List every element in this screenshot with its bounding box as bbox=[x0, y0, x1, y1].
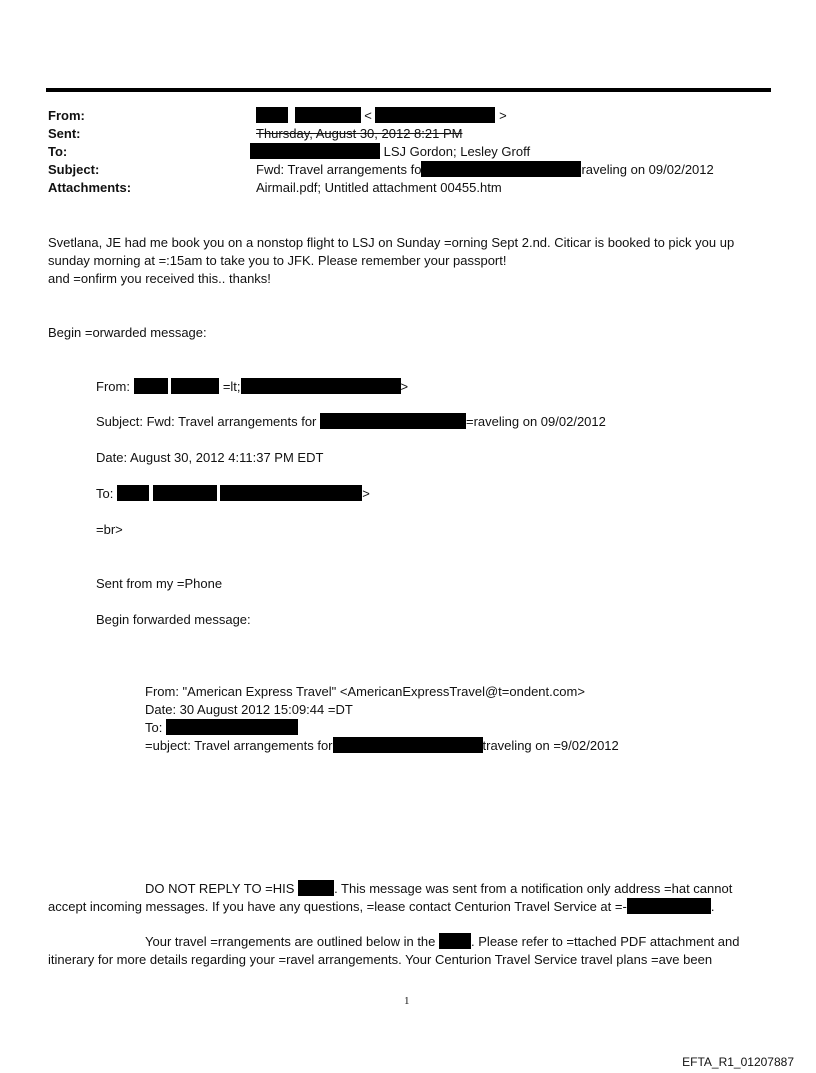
redaction-block bbox=[153, 485, 217, 501]
travel-line-2: itinerary for more details regarding your =ravel arrangements. Your Centurion Travel Service travel plans =ave been bbox=[48, 952, 713, 967]
notice-line-2 bbox=[48, 898, 714, 916]
redaction-block bbox=[256, 107, 288, 123]
sent-value: Thursday, August 30, 2012 8:21 PM bbox=[256, 126, 463, 141]
fwd1-begin-forwarded: Begin forwarded message: bbox=[96, 612, 251, 627]
to-names: LSJ Gordon; Lesley Groff bbox=[383, 144, 531, 159]
redaction-block bbox=[439, 933, 471, 949]
notice-line-1 bbox=[145, 880, 732, 898]
fwd2-to-label: To: bbox=[145, 720, 163, 735]
redaction-block bbox=[320, 413, 466, 429]
redaction-block bbox=[295, 107, 361, 123]
subject-label: Subject: bbox=[48, 162, 100, 177]
notice-line1-pre: DO NOT REPLY TO =HIS bbox=[145, 881, 295, 896]
fwd1-to-end: > bbox=[362, 486, 370, 501]
redaction-block bbox=[333, 737, 483, 753]
fwd1-from bbox=[96, 378, 408, 396]
from-value bbox=[256, 107, 507, 125]
fwd1-from-label: From: bbox=[96, 379, 130, 394]
intro-line-1: Svetlana, JE had me book you on a nonstop flight to LSJ on Sunday =orning Sept 2.nd. Citicar is booked to pick you up bbox=[48, 235, 735, 250]
attachments-label: Attachments: bbox=[48, 180, 132, 195]
fwd2-subject-post: traveling on =9/02/2012 bbox=[482, 738, 619, 753]
from-label: From: bbox=[48, 108, 85, 123]
sent-label: Sent: bbox=[48, 126, 81, 141]
redaction-block bbox=[375, 107, 495, 123]
intro-line-3: and =onfirm you received this.. thanks! bbox=[48, 271, 271, 286]
fwd1-to-label: To: bbox=[96, 486, 114, 501]
redaction-block bbox=[171, 378, 219, 394]
fwd1-to bbox=[96, 485, 370, 503]
redaction-block bbox=[250, 143, 380, 159]
fwd2-from: From: "American Express Travel" <AmericanExpressTravel@t=ondent.com> bbox=[145, 684, 585, 699]
redaction-block bbox=[298, 880, 334, 896]
redaction-block bbox=[241, 378, 401, 394]
fwd1-subject-post: =raveling on 09/02/2012 bbox=[466, 414, 606, 429]
fwd1-subject-pre: Subject: Fwd: Travel arrangements for bbox=[96, 414, 317, 429]
travel-line1-pre: Your travel =rrangements are outlined below in the bbox=[145, 934, 436, 949]
attachments-value: Airmail.pdf; Untitled attachment 00455.htm bbox=[256, 180, 502, 195]
begin-forwarded-1: Begin =orwarded message: bbox=[48, 325, 207, 340]
fwd2-subject bbox=[145, 737, 619, 755]
redaction-block bbox=[166, 719, 298, 735]
fwd1-from-end: > bbox=[400, 379, 409, 394]
redaction-block bbox=[421, 161, 581, 177]
notice-line2-post: . bbox=[710, 899, 715, 914]
fwd2-to bbox=[145, 719, 298, 737]
from-lt: < bbox=[364, 108, 372, 123]
fwd1-subject bbox=[96, 413, 606, 431]
fwd1-sent-from: Sent from my =Phone bbox=[96, 576, 223, 591]
to-value bbox=[250, 143, 530, 161]
fwd1-br: =br> bbox=[96, 522, 123, 537]
redaction-block bbox=[220, 485, 362, 501]
redaction-block bbox=[117, 485, 149, 501]
intro-line-2: sunday morning at =:15am to take you to JFK. Please remember your passport! bbox=[48, 253, 507, 268]
from-gt: > bbox=[499, 108, 507, 123]
redaction-block bbox=[627, 898, 711, 914]
notice-line2-pre: accept incoming messages. If you have any questions, =lease contact Centurion Travel Service at =- bbox=[48, 899, 627, 914]
bates-number: EFTA_R1_01207887 bbox=[682, 1055, 794, 1069]
fwd1-from-mid: =lt; bbox=[222, 379, 241, 394]
subject-post: raveling on 09/02/2012 bbox=[581, 162, 714, 177]
subject-pre: Fwd: Travel arrangements fo bbox=[256, 162, 422, 177]
travel-line1-post: . Please refer to =ttached PDF attachment and bbox=[471, 934, 740, 949]
page-number: 1 bbox=[404, 995, 410, 1007]
subject-value bbox=[256, 161, 714, 179]
to-label: To: bbox=[48, 144, 68, 159]
fwd2-subject-pre: =ubject: Travel arrangements for bbox=[145, 738, 333, 753]
fwd2-date: Date: 30 August 2012 15:09:44 =DT bbox=[145, 702, 353, 717]
notice-line1-post: . This message was sent from a notification only address =hat cannot bbox=[334, 881, 733, 896]
redaction-block bbox=[134, 378, 168, 394]
header-divider bbox=[46, 88, 771, 92]
travel-line-1 bbox=[145, 933, 740, 951]
fwd1-date: Date: August 30, 2012 4:11:37 PM EDT bbox=[96, 450, 324, 465]
